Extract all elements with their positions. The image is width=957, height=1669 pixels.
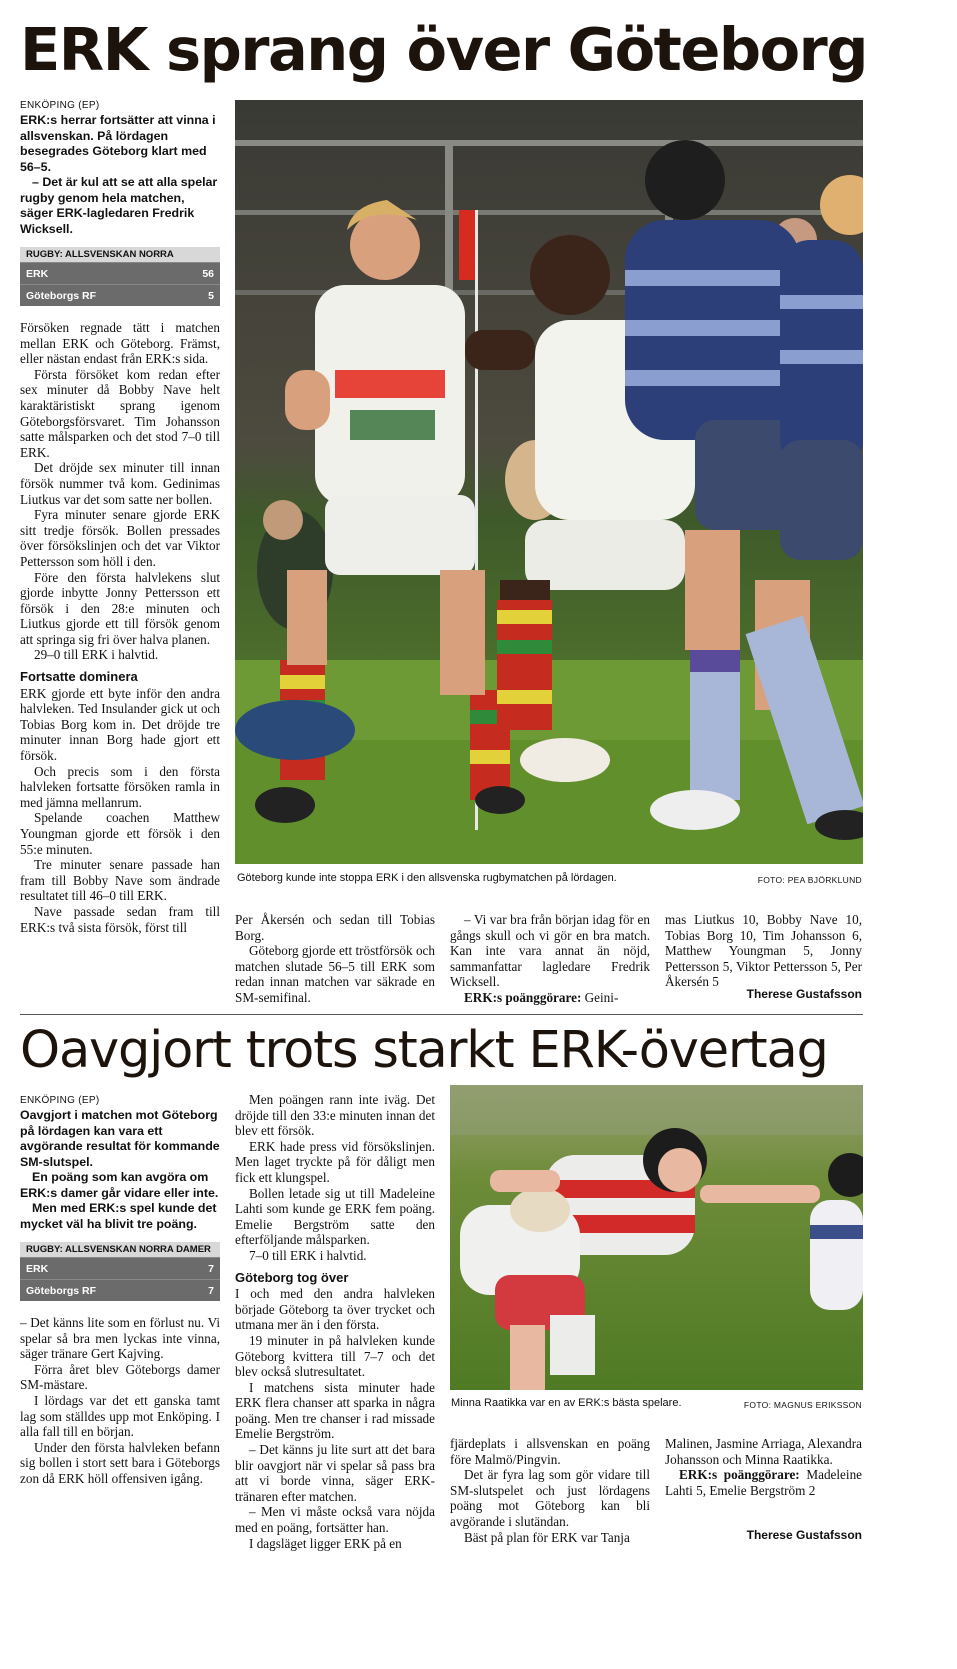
body-paragraph: Det dröjde sex minuter till innan försök nummer två kom. Gedinimas Liutkus var det som satte ner bollen. [20, 460, 220, 507]
body-paragraph: Det är fyra lag som gör vidare till SM-slutspelet och just lördagens poäng mot Göteborg kan bli avgörande i slutändan. [450, 1467, 650, 1529]
body-paragraph: – Vi var bra från början idag för en gångs skull och vi gör en bra match. Kan inte vara annat än nöjd, sammanfattar lagledare Fredrik Wicksell. [450, 912, 650, 990]
ingress-paragraph: En poäng som kan avgöra om ERK:s damer går vidare eller inte. [20, 1170, 219, 1200]
body-paragraph: Spelande coachen Matthew Youngman gjorde ett försök i den 55:e minuten. [20, 810, 220, 857]
body-paragraph: 7–0 till ERK i halvtid. [249, 1247, 367, 1263]
ingress [20, 113, 220, 237]
body-paragraph: Per Åkersén och sedan till Tobias Borg. [235, 912, 435, 943]
team-score: 56 [202, 267, 214, 280]
article-left-column [20, 1095, 220, 1487]
photo-credit: FOTO: PEA BJÖRKLUND [757, 875, 862, 885]
body-column [665, 1436, 862, 1498]
body-column [450, 1436, 650, 1545]
score-box-header: RUGBY: ALLSVENSKAN NORRA DAMER [20, 1242, 220, 1257]
body-paragraph: Under den första halvleken befann sig bollen i stort sett bara i Göteborgs zon då ERK höll offensiven igång. [20, 1439, 220, 1486]
body-paragraph: ERK hade press vid försökslinjen. Men laget tryckte på för dåligt men fick ett klungspel. [235, 1138, 435, 1185]
byline: Therese Gustafsson [746, 987, 862, 1001]
body-paragraph [665, 1467, 862, 1498]
dateline: ENKÖPING (EP) [20, 1095, 100, 1106]
dateline: ENKÖPING (EP) [20, 100, 100, 111]
body-paragraph: 29–0 till ERK i halvtid. [34, 647, 159, 663]
body-text [20, 1315, 220, 1487]
body-column [665, 912, 862, 990]
main-photo [235, 100, 863, 864]
body-paragraph: Fyra minuter senare gjorde ERK sitt tredje försök. Bollen pressades över försökslinjen och det var Viktor Pettersson som höll i den. [20, 507, 220, 569]
body-paragraph: I och med den andra halvleken började Göteborg ta över trycket och utmana mer än i den första. [235, 1286, 435, 1333]
body-paragraph: – Det känns ju lite surt att det bara blir oavgjort när vi spelar så pass bra att vi borde vinna, säger ERK-tränaren efter matchen. [235, 1442, 435, 1504]
body-paragraph: I lördags var det ett ganska tamt lag som ställdes upp mot Enköping. I alla fall till en början. [20, 1392, 220, 1440]
scorers-label: ERK:s poänggörare: [464, 989, 582, 1005]
score-row [20, 1257, 220, 1279]
score-row [20, 262, 220, 284]
body-paragraph: Göteborg gjorde ett tröstförsök och matchen slutade 56–5 till ERK som redan innan matchen var säkrade en SM-semifinal. [235, 943, 435, 1005]
score-box [20, 1242, 220, 1301]
body-paragraph: – Men vi måste också vara nöjda med en poäng, fortsätter han. [235, 1504, 435, 1536]
body-paragraph: Före den första halvlekens slut gjorde inbytte Jonny Pettersson ett försök i den 28:e minuten och Liutkus gjorde ett till försök genom att springa sig fri över halva planen. [20, 569, 220, 647]
team-score: 7 [208, 1262, 214, 1275]
body-paragraph: fjärdeplats i allsvenskan en poäng före Malmö/Pingvin. [450, 1436, 650, 1467]
headline: Oavgjort trots starkt ERK-övertag [20, 1021, 828, 1080]
subheading: Fortsatte dominera [20, 669, 138, 685]
body-text [20, 320, 220, 935]
article-left-column [20, 100, 220, 935]
ingress-paragraph: Men med ERK:s spel kunde det mycket väl ha blivit tre poäng. [20, 1201, 217, 1231]
scorers-text: Geini- [584, 989, 619, 1005]
subheading: Göteborg tog över [235, 1269, 349, 1285]
scorers-text: mas Liutkus 10, Bobby Nave 10, Tobias Borg 10, Tim Johansson 6, Matthew Youngman 5, Jonny Pettersson 5, Viktor Pettersson 5, Per Åkersén 5 [665, 912, 862, 990]
body-paragraph: Förra året blev Göteborgs damer SM-mästare. [20, 1361, 220, 1393]
score-row [20, 284, 220, 306]
scorers-text: Madeleine Lahti 5, Emelie Bergström 2 [665, 1467, 863, 1498]
byline: Therese Gustafsson [746, 1528, 862, 1542]
body-column [235, 1092, 435, 1551]
score-box-header: RUGBY: ALLSVENSKAN NORRA [20, 247, 220, 262]
team-score: 7 [208, 1284, 214, 1297]
body-paragraph: – Det känns lite som en förlust nu. Vi spelar så bra men lyckas inte vinna, säger tränare Gert Kajving. [20, 1315, 220, 1362]
score-row [20, 1279, 220, 1301]
headline: ERK sprang över Göteborg [20, 15, 867, 84]
body-paragraph: Bollen letade sig ut till Madeleine Lahti som kunde ge ERK fem poäng. Emelie Bergström satte den efterföljande målsparken. [235, 1185, 435, 1248]
body-paragraph: Nave passade sedan fram till ERK:s två sista försök, först till [20, 903, 220, 935]
body-paragraph: 19 minuter in på halvleken kunde Göteborg kvittera till 7–7 och det blev också slutresultatet. [235, 1332, 435, 1380]
photo-caption: Minna Raatikka var en av ERK:s bästa spelare. [451, 1397, 682, 1409]
body-paragraph: Men poängen rann inte iväg. Det dröjde till den 33:e minuten innan det blev ett försök. [235, 1092, 435, 1139]
body-paragraph [450, 990, 650, 1006]
team-name: Göteborgs RF [26, 1284, 96, 1297]
body-column [235, 912, 435, 1006]
body-paragraph: Tre minuter senare passade han fram till Bobby Nave som ändrade resultatet till 46–0 till ERK. [20, 857, 220, 904]
article-divider [20, 1014, 863, 1015]
secondary-photo [450, 1085, 863, 1390]
body-paragraph: Försöken regnade tätt i matchen mellan ERK och Göteborg. Främst, eller nästan endast från ERK:s sida. [20, 320, 220, 367]
score-box [20, 247, 220, 306]
ingress-paragraph: ERK:s herrar fortsätter att vinna i allsvenskan. På lördagen besegrades Göteborg klart med 56–5. [20, 113, 216, 174]
team-name: Göteborgs RF [26, 289, 96, 302]
ingress [20, 1108, 220, 1232]
team-score: 5 [208, 289, 214, 302]
photo-caption: Göteborg kunde inte stoppa ERK i den allsvenska rugbymatchen på lördagen. [237, 872, 617, 884]
body-paragraph: Malinen, Jasmine Arriaga, Alexandra Johansson och Minna Raatikka. [665, 1436, 862, 1467]
body-paragraph: Första försöket kom redan efter sex minuter då Bobby Nave helt karaktäristiskt sprang igenom Göteborgsförsvaret. Tim Johansson satte målsparken och det stod 7–0 till ERK. [20, 366, 220, 460]
team-name: ERK [26, 1262, 49, 1275]
photo-credit: FOTO: MAGNUS ERIKSSON [743, 1400, 862, 1410]
body-column [450, 912, 650, 1006]
body-paragraph: Och precis som i den första halvleken fortsatte försöken ramla in med jämna mellanrum. [20, 763, 220, 810]
body-paragraph: ERK gjorde ett byte inför den andra halvleken. Ted Insulander gick ut och Tobias Borg kom in. Det dröjde tre minuter innan Borg hade gjort ett försök. [20, 685, 220, 764]
ingress-paragraph: Oavgjort i matchen mot Göteborg på lördagen kan vara ett avgörande resultat för kommande SM-slutspel. [20, 1108, 220, 1169]
team-name: ERK [26, 267, 49, 280]
ingress-paragraph: – Det är kul att se att alla spelar rugby genom hela matchen, säger ERK-lagledaren Fredrik Wicksell. [20, 175, 218, 236]
body-paragraph: I matchens sista minuter hade ERK flera chanser att sparka in några poäng. Men tre chanser i rad missade Emelie Bergström. [235, 1379, 435, 1442]
scorers-label: ERK:s poänggörare: [679, 1467, 800, 1483]
body-paragraph: I dagsläget ligger ERK på en [249, 1535, 402, 1551]
body-paragraph: Bäst på plan för ERK var Tanja [464, 1529, 630, 1545]
